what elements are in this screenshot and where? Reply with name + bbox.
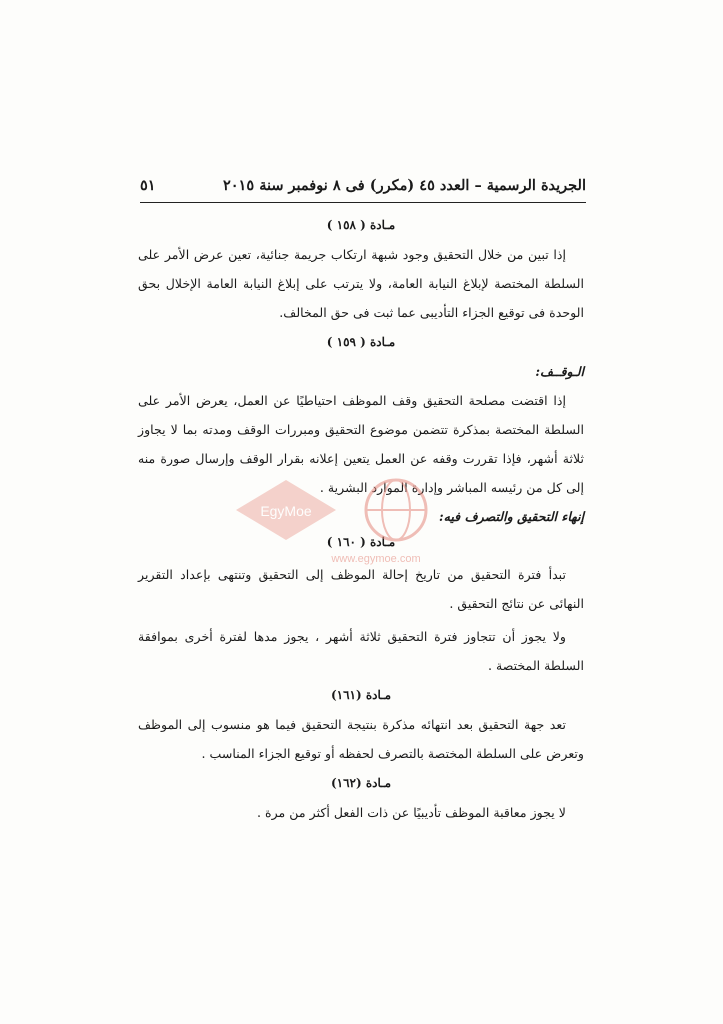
- article-158-title: مـادة ( ١٥٨ ): [326, 218, 396, 232]
- suspension-subheading: الـوقــف:: [535, 364, 584, 379]
- header-rule: [140, 202, 586, 203]
- article-158-paragraph: إذا تبين من خلال التحقيق وجود شبهة ارتكاب جريمة جنائية، تعين عرض الأمر على السلطة المختصة لإبلاغ النيابة العامة، ولا يترتب على إبلاغ النيابة العامة الإخلال بحق الوحدة فى توقيع الجزاء التأديبى عما ثبت فى حق المخالف.: [138, 247, 584, 320]
- article-160-title: مـادة ( ١٦٠ ): [326, 535, 396, 549]
- document-body: [138, 214, 584, 827]
- watermark-caption: www.egymoe.com: [331, 553, 421, 565]
- article-159-title: مـادة ( ١٥٩ ): [326, 335, 396, 349]
- page-number: ٥١: [140, 176, 156, 194]
- article-160-paragraph-2: ولا يجوز أن تتجاوز فترة التحقيق ثلاثة أشهر ، يجوز مدها لفترة أخرى بموافقة السلطة المختصة .: [138, 629, 584, 673]
- article-162-paragraph: لا يجوز معاقبة الموظف تأديبيًا عن ذات الفعل أكثر من مرة .: [256, 805, 566, 820]
- header-title: الجريدة الرسمية – العدد ٤٥ (مكرر) فى ٨ نوفمبر سنة ٢٠١٥: [222, 176, 586, 194]
- investigation-end-subheading: إنهاء التحقيق والتصرف فيه:: [438, 509, 584, 524]
- watermark-logo-text: EgyMoe: [260, 503, 312, 519]
- article-162-title: مـادة (١٦٢): [330, 776, 392, 790]
- article-159-paragraph: إذا اقتضت مصلحة التحقيق وقف الموظف احتياطيًا عن العمل، يعرض الأمر على السلطة المختصة بمذكرة تتضمن موضوع التحقيق ومبررات الوقف ومدته بما لا يجاوز ثلاثة أشهر، فإذا تقررت وقفه عن العمل يتعين إعلانه بقرار الوقف وإرسال صورة منه إلى كل من رئيسه المباشر وإدارة الموارد البشرية .: [138, 393, 584, 495]
- page-header: [140, 172, 586, 198]
- article-161-title: مـادة (١٦١): [330, 688, 392, 702]
- article-160-paragraph-1: تبدأ فترة التحقيق من تاريخ إحالة الموظف إلى التحقيق وتنتهى بإعداد التقرير النهائى عن نتائج التحقيق .: [138, 567, 584, 611]
- article-161-paragraph: تعد جهة التحقيق بعد انتهائه مذكرة بنتيجة التحقيق فيما هو منسوب إلى الموظف وتعرض على السلطة المختصة بالتصرف لحفظه أو توقيع الجزاء المناسب .: [138, 717, 584, 761]
